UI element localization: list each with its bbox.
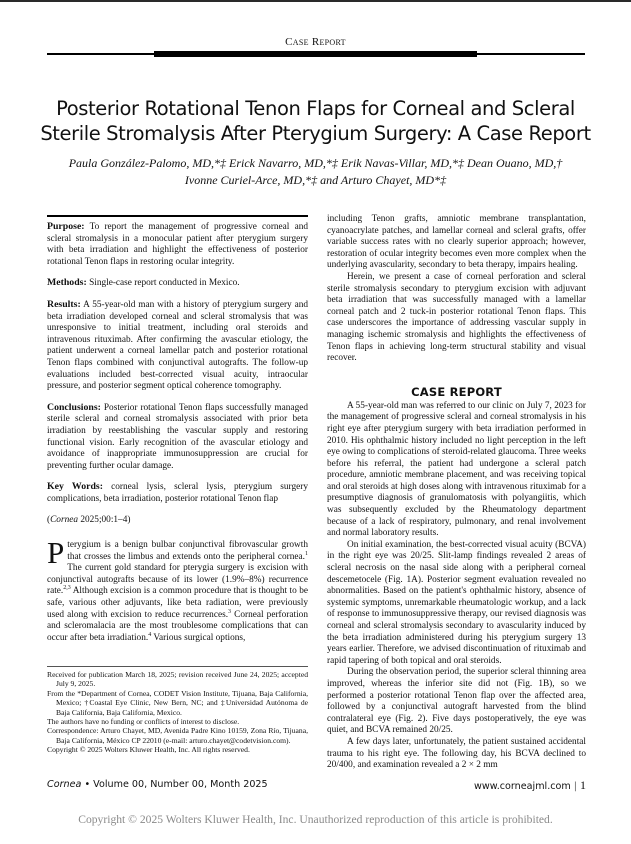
case-paragraph-4: A few days later, unfortunately, the patient sustained accidental trauma to his right eye. The following day, his BCVA declined to 20/400, and examination revealed a 2 × 2 mm	[327, 736, 586, 771]
conclusions-label: Conclusions:	[47, 401, 101, 413]
authors-line-2: Ivonne Curiel-Arce, MD,*‡ and Arturo Chayet, MD*‡	[184, 173, 447, 187]
footnote-affiliations: From the *Department of Cornea, CODET Vision Institute, Tijuana, Baja California, Mexico; †Coastal Eye Clinic, New Bern, NC; and ‡Universidad Autónoma de Baja California, Baja California, Mexico.	[47, 688, 308, 717]
footer-page-info	[474, 778, 586, 793]
right-column	[327, 214, 586, 772]
intro-text-c: Although excision is a common procedure that is thought to be safe, various other adjuvants, like beta radiation, were previously used along with excision to reduce recurrences.	[47, 586, 308, 620]
case-paragraph-1: A 55-year-old man was referred to our clinic on July 7, 2023 for the management of progressive scleral and corneal stromalysis in his right eye after pterygium surgery with beta irradiation performed in 2010. His ophthalmic history included no light perception in the left eye owing to complications of steroid-related glaucoma. Three weeks before his referral, the patient had undergone a scleral patch procedure, amniotic membrane placement, and was receiving topical and oral steroids at high doses along with intravenous rituximab for a presumptive diagnosis of granulomatosis with polyangiitis, which was subsequently excluded by the Rheumatology department because of a lack of respiratory, pulmonary, and renal involvement and normal laboratory results.	[327, 400, 586, 539]
abstract-methods	[47, 277, 308, 290]
intro-continued: including Tenon grafts, amniotic membrane transplantation, cyanoacrylate patches, and lamellar corneal and scleral grafts, offer variable success rates with no clearly superior approach; however, restoration of ocular integrity becomes even more complex when the underlying avascularity, secondary to beta therapy, impairs healing.	[327, 214, 586, 271]
ref-sup[interactable]: 4	[148, 631, 152, 638]
conclusions-text: Posterior rotational Tenon flaps successfully managed sterile scleral and corneal stromalysis associated with prior beta irradiation by reestablishing the vascular supply and restoring functional vision. Early recognition of the avascular etiology and avoidance of inappropriate immunosuppression are crucial for preventing further ocular damage.	[47, 402, 308, 471]
footer-bullet: •	[84, 779, 91, 790]
footer-journal: Cornea	[47, 779, 82, 790]
footnote-received: Received for publication March 18, 2025; revision received June 24, 2025; accepted July 9, 2025.	[47, 670, 308, 689]
intro-paragraph	[47, 535, 308, 644]
drop-cap: P	[47, 535, 65, 570]
intro-text-e: Various surgical options,	[151, 632, 246, 643]
footer-website-link[interactable]: www.corneajml.com	[474, 781, 571, 792]
keywords-text: corneal lysis, scleral lysis, pterygium surgery complications, beta irradiation, posterior rotational Tenon flap	[47, 482, 308, 504]
section-label: Case Report	[285, 36, 346, 48]
methods-text: Single-case report conducted in Mexico.	[89, 278, 240, 289]
ref-sup[interactable]: 2,3	[63, 585, 71, 592]
article-title	[30, 96, 601, 146]
ref-sup[interactable]: 3	[228, 608, 232, 615]
citation: (Cornea 2025;00:1–4)	[47, 515, 131, 526]
abstract-conclusions	[47, 402, 308, 473]
footer-separator: |	[573, 781, 577, 792]
page-number: 1	[580, 778, 586, 792]
abstract-rule	[47, 215, 308, 217]
results-text: A 55-year-old man with a history of pterygium surgery and beta irradiation developed corneal and scleral stromalysis that was unresponsive to initial treatment, including oral steroids and intravenous rituximab. After confirming the avascular etiology, the patient underwent a corneal lamellar patch and posterior rotational Tenon flaps combined with conjunctival autografts. The follow-up evaluations included best-corrected visual acuity, intraocular pressure, and posterior segment optical coherence tomography.	[47, 299, 308, 392]
introduction	[47, 535, 308, 644]
footnote-correspondence: Correspondence: Arturo Chayet, MD, Avenida Padre Kino 10159, Zona Río, Tijuana, Baja California, México CP 22010 (e-mail: arturo.chayet@codetvision.com).	[47, 726, 308, 745]
methods-label: Methods:	[47, 277, 87, 289]
footnotes	[47, 670, 308, 755]
purpose-text: To report the management of progressive corneal and scleral stromalysis in a monocular patient after pterygium surgery with beta irradiation and highlight the effectiveness of posterior rotational Tenon flaps in restoring ocular integrity.	[47, 222, 309, 267]
citation-journal: Cornea	[50, 515, 79, 526]
intro-text-a: terygium is a benign bulbar conjunctival fibrovascular growth that crosses the limbus and extends onto the peripheral cornea.	[67, 540, 308, 562]
top-border	[0, 0, 631, 2]
abstract-results	[47, 299, 308, 393]
intro-text-d: Corneal perforation and scleromalacia are the most troublesome complications that can occur after beta irradiation.	[47, 609, 308, 643]
intro-text-b: The current gold standard for pterygia surgery is excision with conjunctival autografts because of its lower (1.9%–8%) recurrence rate.	[47, 563, 308, 597]
abstract-purpose	[47, 221, 308, 268]
footer-issue: Volume 00, Number 00, Month 2025	[93, 779, 268, 790]
ref-sup[interactable]: 1	[305, 550, 308, 557]
copyright-watermark: Copyright © 2025 Wolters Kluwer Health, Inc. Unauthorized reproduction of this article is prohibited.	[78, 813, 553, 826]
title-line-1: Posterior Rotational Tenon Flaps for Corneal and Scleral	[56, 97, 575, 120]
case-paragraph-3: During the observation period, the superior scleral thinning area improved, whereas the inferior site did not (Fig. 1B), so we performed a posterior rotational Tenon flap over the affected area, followed by a conjunctival autograft harvested from the blind contralateral eye (Fig. 2). Five days postoperatively, the eye was quiet, and BCVA remained 20/25.	[327, 667, 586, 736]
footnote-disclosure: The authors have no funding or conflicts of interest to disclose.	[47, 717, 240, 727]
citation-details: 2025;00:1–4	[80, 515, 128, 526]
keywords-label: Key Words:	[47, 481, 103, 493]
author-list	[40, 155, 591, 189]
purpose-label: Purpose:	[47, 221, 85, 232]
case-report-heading: CASE REPORT	[411, 384, 502, 399]
abstract-keywords	[47, 481, 308, 505]
footnote-rule	[47, 666, 308, 667]
intro-herein: Herein, we present a case of corneal perforation and scleral sterile stromalysis secondary to pterygium excision with adjuvant beta irradiation that was successfully managed with a lamellar corneal patch and 2 tuck-in posterior rotational Tenon flaps. This case underscores the importance of addressing vascular supply in managing ischemic stromalysis and highlights the effectiveness of Tenon flaps in achieving long-term structural stability and visual recover.	[327, 271, 586, 364]
case-paragraph-2: On initial examination, the best-corrected visual acuity (BCVA) in the right eye was 20/25. Slit-lamp findings revealed 2 areas of scleral necrosis on the nasal side along with a peripheral corneal descemetocele (Fig. 1A). Posterior segment evaluation revealed no abnormalities. Based on the patient's ophthalmic history, absence of systemic symptoms, unremarkable rheumatologic workup, and a lack of response to immunosuppressive therapy, our revised diagnosis was corneal and scleral stromalysis secondary to avascularity induced by the beta irradiation administered during his pterygium surgery 13 years earlier. Therefore, we advised discontinuation of rituximab and rapid tapering of both topical and oral steroids.	[327, 539, 586, 666]
authors-line-1: Paula González-Palomo, MD,*‡ Erick Navarro, MD,*‡ Erik Navas-Villar, MD,*‡ Dean Ouano, MD,†	[68, 156, 563, 170]
results-label: Results:	[47, 298, 81, 310]
header-rule-emphasis	[154, 51, 477, 57]
title-line-2: Sterile Stromalysis After Pterygium Surgery: A Case Report	[40, 122, 591, 145]
footer-journal-info	[47, 779, 268, 790]
abstract	[47, 221, 308, 526]
footnote-copyright: Copyright © 2025 Wolters Kluwer Health, Inc. All rights reserved.	[47, 745, 250, 755]
